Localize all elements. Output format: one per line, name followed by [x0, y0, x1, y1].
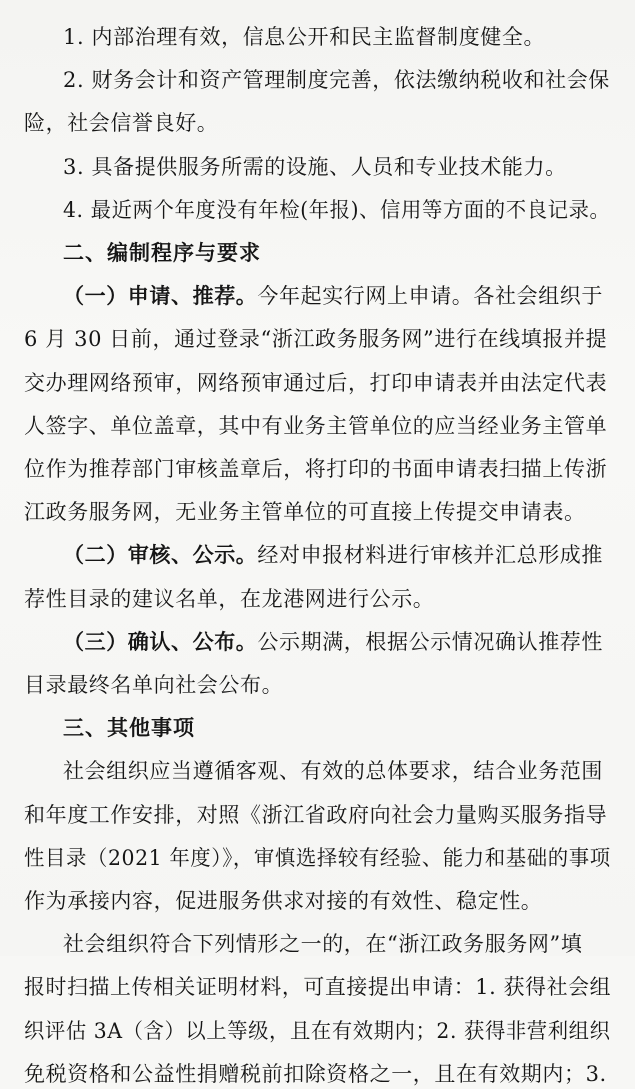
paragraph-line: 性目录（2021 年度）》，审慎选择较有经验、能力和基础的事项	[24, 845, 611, 870]
paragraph-line: 作为承接内容，促进服务供求对接的有效性、稳定性。	[24, 889, 543, 913]
procedure-step-3-text: 公示期满，根据公示情况确认推荐性	[257, 629, 604, 654]
paragraph-line: 位作为推荐部门审核盖章后，将打印的书面申请表扫描上传浙	[24, 457, 608, 481]
criteria-item-1: 1. 内部治理有效，信息公开和民主监督制度健全。	[63, 25, 546, 49]
paragraph-line: 报时扫描上传相关证明材料，可直接提出申请：1. 获得社会组	[24, 975, 612, 1000]
procedure-step-2-text: 经对申报材料进行审核并汇总形成推	[257, 543, 604, 568]
paragraph-line: 免税资格和公益性捐赠税前扣除资格之一，且在有效期内；3.	[24, 1061, 607, 1086]
section-heading-other-matters: 三、其他事项	[63, 716, 195, 741]
paragraph-line: 江政务服务网，无业务主管单位的可直接上传提交申请表。	[24, 500, 586, 525]
paragraph-line: 6 月 30 日前，通过登录“浙江政务服务网”进行在线填报并提	[24, 327, 608, 352]
section-heading-procedure: 二、编制程序与要求	[63, 241, 261, 265]
procedure-step-2-title: （二）审核、公示。	[63, 543, 258, 568]
paragraph-line: 社会组织应当遵循客观、有效的总体要求，结合业务范围	[63, 759, 603, 784]
paragraph-line: 交办理网络预审，网络预审通过后，打印申请表并由法定代表	[24, 370, 608, 395]
paragraph-line: 社会组织符合下列情形之一的，在“浙江政务服务网”填	[63, 932, 583, 957]
criteria-item-3: 3. 具备提供服务所需的设施、人员和专业技术能力。	[63, 154, 567, 179]
procedure-step-1	[63, 281, 611, 311]
criteria-item-2: 2. 财务会计和资产管理制度完善，依法缴纳税收和社会保	[63, 68, 610, 93]
criteria-item-4: 4. 最近两个年度没有年检(年报)、信用等方面的不良记录。	[63, 197, 611, 222]
paragraph-line: 织评估 3A（含）以上等级，且在有效期内；2. 获得非营利组织	[24, 1018, 611, 1043]
procedure-step-2	[63, 540, 611, 570]
procedure-step-1-title: （一）申请、推荐。	[63, 284, 258, 309]
paragraph-line: 荐性目录的建议名单，在龙港网进行公示。	[24, 586, 435, 611]
procedure-step-3	[63, 627, 611, 657]
paragraph-line: 和年度工作安排，对照《浙江省政府向社会力量购买服务指导	[24, 802, 608, 827]
procedure-step-3-title: （三）确认、公布。	[63, 629, 258, 654]
paragraph-line: 人签字、单位盖章，其中有业务主管单位的应当经业务主管单	[24, 413, 608, 438]
criteria-item-2-continuation: 险，社会信誉良好。	[24, 111, 219, 136]
paragraph-line: 目录最终名单向社会公布。	[24, 673, 284, 697]
procedure-step-1-text: 今年起实行网上申请。各社会组织于	[257, 284, 604, 309]
